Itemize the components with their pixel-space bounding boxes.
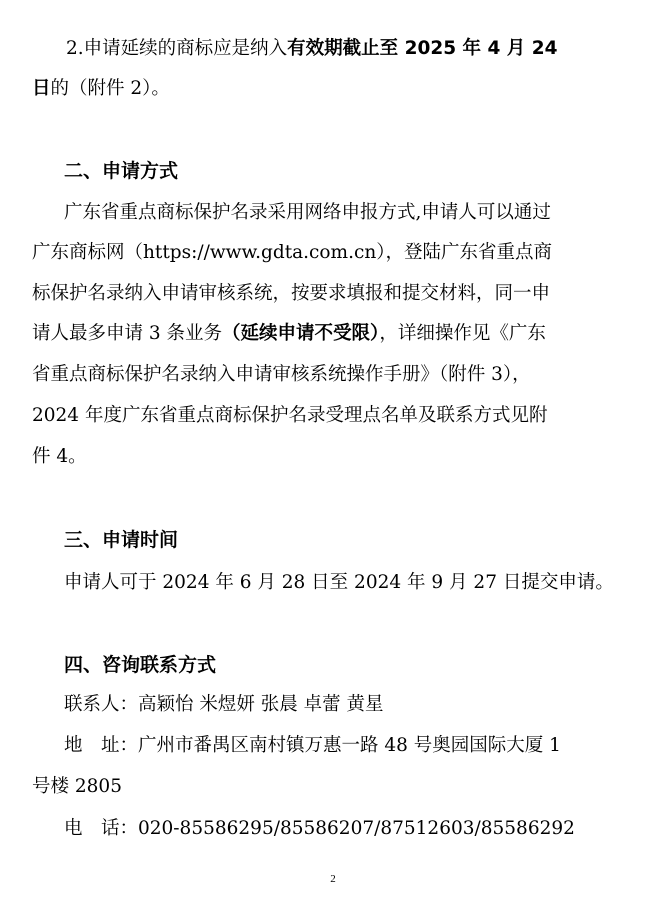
section2-line4-a: 请人最多申请 3 条业务 <box>32 323 223 344</box>
contact-line: 联系人：高颖怡 米煜妍 张晨 卓蕾 黄星 <box>64 694 384 715</box>
section2-line5: 省重点商标保护名录纳入申请审核系统操作手册》（附件 3）， <box>32 364 531 385</box>
section2-line1: 广东省重点商标保护名录采用网络申报方式,申请人可以通过 <box>64 202 551 223</box>
address-line1: 地 址：广州市番禺区南村镇万惠一路 48 号奥园国际大厦 1 <box>64 735 561 756</box>
section2-line2: 广东商标网（https://www.gdta.com.cn），登陆广东省重点商 <box>32 242 552 263</box>
section2-line7: 件 4。 <box>32 446 87 467</box>
section2-line4-bold: （延续申请不受限） <box>222 323 380 344</box>
section2-line4 <box>32 321 622 347</box>
section2-line3: 标保护名录纳入申请审核系统，按要求填报和提交材料，同一申 <box>32 283 551 304</box>
item2-bold-day: 日 <box>32 78 51 99</box>
item2-line2-text: 的（附件 2）。 <box>50 78 170 99</box>
phone-line: 电 话：020-85586295/85586207/87512603/85586292 <box>64 818 575 839</box>
section3-heading: 三、申请时间 <box>64 529 179 551</box>
section2-line6: 2024 年度广东省重点商标保护名录受理点名单及联系方式见附 <box>32 405 548 426</box>
item2-line1 <box>66 36 606 62</box>
address-line2: 号楼 2805 <box>32 776 122 797</box>
section2-line4-c: ，详细操作见《广东 <box>379 323 546 344</box>
item2-text: 2.申请延续的商标应是纳入 <box>66 38 288 59</box>
item2-line2 <box>32 76 632 102</box>
item2-bold-text: 有效期截止至 2025 年 4 月 24 <box>287 38 558 59</box>
page-number: 2 <box>330 873 336 885</box>
section3-line1: 申请人可于 2024 年 6 月 28 日至 2024 年 9 月 27 日提交申请。 <box>64 572 614 593</box>
section4-heading: 四、咨询联系方式 <box>64 654 217 676</box>
section2-heading: 二、申请方式 <box>64 160 179 182</box>
